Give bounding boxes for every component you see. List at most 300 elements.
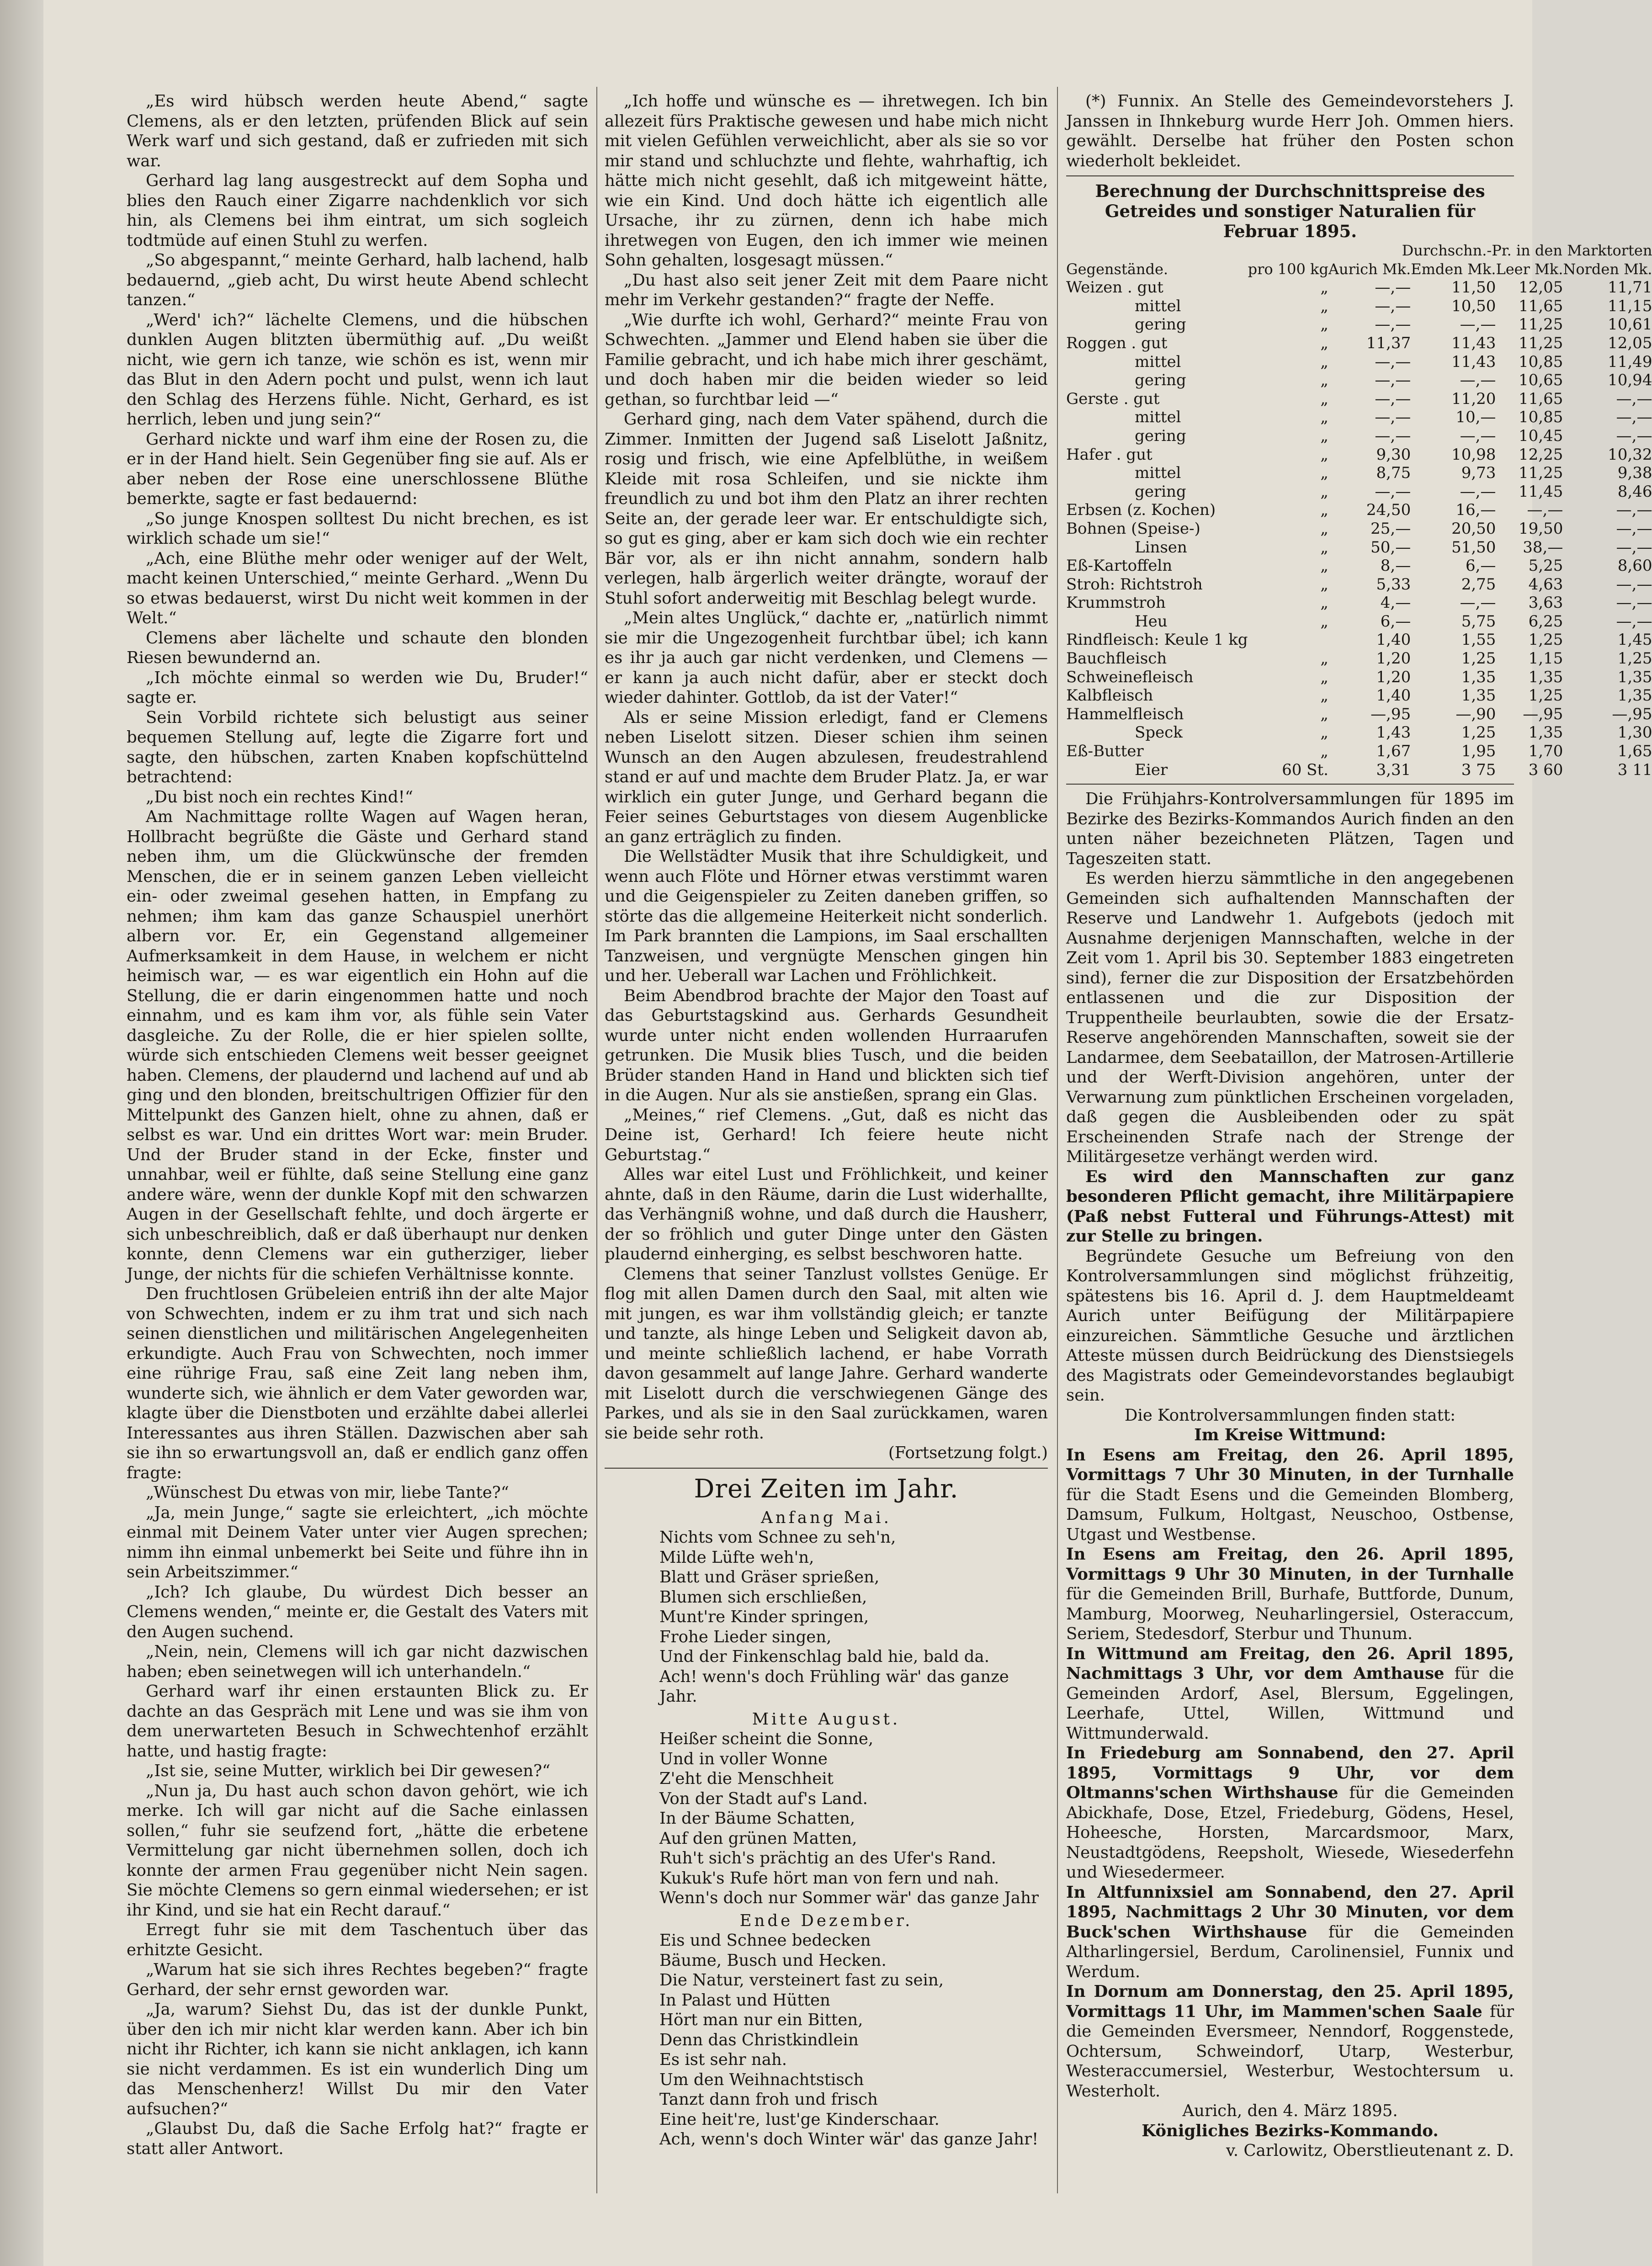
- table-cell: 19,50: [1519, 519, 1563, 538]
- table-cell: Bohnen (Speise-): [1066, 519, 1200, 538]
- table-cell: 1,65: [1617, 742, 1652, 761]
- verse-line: Wenn's doch nur Sommer wär' das ganze Jahr: [659, 1889, 1039, 1907]
- table-row: [1066, 483, 1652, 501]
- table-cell: Eß-Butter: [1066, 742, 1144, 761]
- schedule-communities: für die Gemeinden Ardorf, Asel, Blersum, Eggelingen, Leerhafe, Uttel, Willen, Wittmund und Wittmunderwald.: [1066, 1664, 1514, 1743]
- verse-line: Eis und Schnee bedecken: [659, 1931, 871, 1950]
- table-cell: 11,65: [1519, 389, 1563, 408]
- table-cell: 3 75: [1461, 760, 1496, 779]
- table-cell: „: [1320, 649, 1328, 668]
- table-cell: 12,05: [1519, 278, 1563, 297]
- table-cell: 5,33: [1376, 575, 1411, 594]
- table-cell: 8,—: [1380, 557, 1411, 575]
- table-cell: 9,30: [1376, 445, 1411, 464]
- table-cell: 11,25: [1519, 464, 1563, 483]
- paragraph: „Meines,“ rief Clemens. „Gut, daß es nicht das Deine ist, Gerhard! Ich feiere heute nicht Geburtstag.“: [605, 1105, 1048, 1164]
- schedule-communities: für die Gemeinden Brill, Burhafe, Buttforde, Dunum, Mamburg, Moorweg, Neuharlingersiel, Osteraccum, Seriem, Stedesdorf, Sterbur und Thunum.: [1066, 1585, 1514, 1644]
- table-cell: 12,05: [1608, 334, 1652, 352]
- table-cell: „: [1320, 612, 1328, 631]
- table-cell: „: [1320, 464, 1328, 483]
- table-cell: 1,25: [1461, 723, 1496, 742]
- table-cell: „: [1320, 723, 1328, 742]
- table-row: [1066, 668, 1652, 687]
- table-row: [1066, 742, 1652, 761]
- verse-line: Von der Stadt auf's Land.: [659, 1789, 868, 1808]
- price-table-title: Berechnung der Durchschnittspreise des Getreides und sonstiger Naturalien für Februar 1895.: [1095, 181, 1485, 241]
- table-cell: „: [1320, 482, 1328, 501]
- table-cell: —,95: [1370, 705, 1411, 723]
- table-cell: 8,75: [1376, 464, 1411, 483]
- table-cell: „: [1320, 408, 1328, 427]
- table-cell: 1,25: [1461, 649, 1496, 668]
- table-cell: „: [1320, 519, 1328, 538]
- table-cell: 3 11: [1617, 760, 1652, 779]
- district-heading: Im Kreise Wittmund:: [1194, 1426, 1386, 1445]
- table-cell: —,95: [1612, 705, 1652, 723]
- table-cell: gering: [1135, 426, 1186, 445]
- table-row: [1066, 575, 1652, 594]
- column-3: [1066, 91, 1652, 2221]
- table-cell: 1,40: [1376, 686, 1411, 705]
- table-cell: 1,35: [1617, 668, 1652, 686]
- table-cell: „: [1320, 334, 1328, 352]
- stanza-heading: Anfang Mai.: [761, 1508, 892, 1527]
- table-cell: 6,—: [1465, 557, 1496, 575]
- table-cell: —,—: [1527, 501, 1563, 520]
- schedule-entry: [1066, 1982, 1514, 2101]
- table-cell: Hafer . gut: [1066, 445, 1153, 464]
- table-cell: [1248, 631, 1328, 649]
- verse-line: In der Bäume Schatten,: [659, 1809, 855, 1828]
- table-cell: 1,35: [1528, 723, 1563, 742]
- table-row: [1066, 446, 1652, 464]
- table-cell: —,—: [1375, 482, 1411, 501]
- table-cell: 1,35: [1528, 668, 1563, 686]
- table-cell: „: [1320, 668, 1328, 686]
- paragraph: „Warum hat sie sich ihres Rechtes begeben?“ fragte Gerhard, der sehr ernst geworden war.: [127, 1960, 588, 1999]
- paragraph: „Glaubst Du, daß die Sache Erfolg hat?“ fragte er statt aller Antwort.: [127, 2119, 588, 2158]
- table-cell: 8,46: [1617, 482, 1652, 501]
- schedule-communities: für die Gemeinden Altharlingersiel, Berdum, Carolinensiel, Funnix und Werdum.: [1066, 1922, 1514, 1981]
- table-cell: 8,60: [1617, 557, 1652, 575]
- table-cell: 1,25: [1617, 649, 1652, 668]
- verse-line: Blumen sich erschließen,: [659, 1587, 867, 1607]
- table-cell: 11,65: [1519, 297, 1563, 315]
- table-cell: Gerste . gut: [1066, 389, 1160, 408]
- table-cell: gering: [1135, 482, 1186, 501]
- table-cell: 5,75: [1461, 612, 1496, 631]
- paragraph: Gerhard lag lang ausgestreckt auf dem Sopha und blies den Rauch einer Zigarre nachdenklich vor sich hin, als Clemens bei ihm eintrat, um sich sogleich todtmüde auf einen Stuhl zu werfen.: [127, 171, 588, 250]
- table-cell: mittel: [1135, 297, 1181, 315]
- table-cell: 1,43: [1376, 723, 1411, 742]
- table-cell: „: [1320, 426, 1328, 445]
- table-cell: mittel: [1135, 352, 1181, 371]
- table-cell: 11,71: [1608, 278, 1652, 297]
- table-cell: 10,85: [1519, 408, 1563, 427]
- paragraph: Gerhard ging, nach dem Vater spähend, durch die Zimmer. Inmitten der Jugend saß Liselott Jaßnitz, rosig und frisch, wie eine Apfelblüthe, in weißem Kleide mit rosa Schleifen, und sie nickte ihm freundlich zu und bot ihm den Platz an ihrer rechten Seite an, der gerade leer war. Er entschuldigte sich, so gut es ging, aber er kam sich doch wie ein rechter Bär vor, als er ihn nicht annahm, sondern halb verlegen, halb ärgerlich weiter drängte, worauf der Stuhl sofort anderweitig mit Beschlag belegt wurde.: [605, 410, 1048, 608]
- table-cell: 10,50: [1451, 297, 1496, 315]
- table-cell: —,—: [1375, 426, 1411, 445]
- table-cell: —,—: [1375, 389, 1411, 408]
- table-cell: 1,30: [1617, 723, 1652, 742]
- table-row: [1066, 649, 1652, 668]
- table-cell: 11,49: [1608, 352, 1652, 371]
- table-row: [1066, 353, 1652, 371]
- table-cell: 3,31: [1376, 760, 1411, 779]
- table-cell: 51,50: [1451, 538, 1496, 557]
- table-cell: „: [1320, 371, 1328, 390]
- table-cell: —,—: [1375, 278, 1411, 297]
- table-cell: —,—: [1375, 371, 1411, 390]
- paragraph: „Werd' ich?“ lächelte Clemens, und die hübschen dunklen Augen blitzten übermüthig auf. „Du weißt nicht, wie gern ich tanze, wie schön es ist, wenn mir das Blut in den Adern pocht und pulst, wenn ich laut den Schlag des Herzens fühle. Nicht, Gerhard, es ist herrlich, leben und jung sein?“: [127, 310, 588, 429]
- table-cell: —,—: [1616, 426, 1652, 445]
- table-cell: 1,20: [1376, 668, 1411, 686]
- table-cell: 6,—: [1380, 612, 1411, 631]
- schedule-place-time: In Dornum am Donnerstag, den 25. April 1895, Vormittags 11 Uhr, im Mammen'schen Saale: [1066, 1982, 1514, 2021]
- table-cell: „: [1320, 315, 1328, 334]
- schedule-entry: [1066, 1445, 1514, 1545]
- table-cell: 10,32: [1608, 445, 1652, 464]
- table-cell: —,—: [1460, 482, 1496, 501]
- table-cell: —,—: [1375, 352, 1411, 371]
- table-row: [1066, 464, 1652, 483]
- verse-line: Ruh't sich's prächtig an des Ufer's Rand.: [659, 1849, 997, 1868]
- table-row: [1066, 334, 1652, 353]
- verse-line: Ach! wenn's doch Frühling wär' das ganze Jahr.: [659, 1667, 1009, 1706]
- table-cell: —,—: [1616, 519, 1652, 538]
- table-cell: Bauchfleisch: [1066, 649, 1167, 668]
- table-cell: „: [1320, 557, 1328, 575]
- verse-line: Eine heit're, lust'ge Kinderschaar.: [659, 2110, 940, 2129]
- table-cell: 38,—: [1523, 538, 1563, 557]
- paragraph: „So junge Knospen solltest Du nicht brechen, es ist wirklich schade um sie!“: [127, 509, 588, 548]
- table-cell: „: [1320, 686, 1328, 705]
- paragraph: Beim Abendbrod brachte der Major den Toast auf das Geburtstagskind aus. Gerhards Gesundheit wurde unter nicht enden wollenden Hurraarufen getrunken. Die Musik blies Tusch, und die beiden Brüder standen Hand in Hand und blickten sich tief in die Augen. Nur als sie anstießen, sprang ein Glas.: [605, 986, 1048, 1104]
- verse-line: Es ist sehr nah.: [659, 2050, 787, 2069]
- table-cell: Heu: [1135, 612, 1168, 631]
- table-row: [1066, 557, 1652, 575]
- table-cell: —,—: [1616, 408, 1652, 427]
- table-superheader: [1066, 241, 1652, 260]
- table-row: [1066, 761, 1652, 780]
- schedule-entry: [1066, 1644, 1514, 1744]
- schedule-place-time: In Altfunnixsiel am Sonnabend, den 27. April 1895, Nachmittags 2 Uhr 30 Minuten, vor dem Buck'schen Wirthshause: [1066, 1883, 1514, 1942]
- paragraph: Es werden hierzu sämmtliche in den angegebenen Gemeinden sich aufhaltenden Mannschaften der Reserve und Landwehr 1. Aufgebots (jedoch mit Ausnahme derjenigen Mannschaften, welche in der Zeit vom 1. April bis 30. September 1883 eingetreten sind), ferner die zur Disposition der Ersatzbehörden entlassenen und die zur Disposition der Truppentheile beurlaubten, sowie die der Ersatz-Reserve angehörenden Mannschaften, soweit sie der Landarmee, dem Seebataillon, der Matrosen-Artillerie und der Werft-Division angehören, unter der Verwarnung zum pünktlichen Erscheinen vorgeladen, daß gegen die Ausbleibenden oder zu spät Erscheinenden Strafe nach der Strenge der Militärgesetze verhängt werden wird.: [1066, 869, 1514, 1167]
- table-cell: 20,50: [1451, 519, 1496, 538]
- table-cell: 1,20: [1376, 649, 1411, 668]
- table-cell: „: [1320, 278, 1328, 297]
- schedule-entry: [1066, 1883, 1514, 1982]
- paragraph: Alles war eitel Lust und Fröhlichkeit, und keiner ahnte, daß in den Räume, darin die Lust widerhallte, das Verhängniß wohne, und daß durch die Hausherr, der so fröhlich und guter Dinge unter den Gästen plaudernd einherging, es selbst beschworen hatte.: [605, 1165, 1048, 1263]
- table-cell: Speck: [1135, 723, 1183, 742]
- paragraph: „Ich möchte einmal so werden wie Du, Bruder!“ sagte er.: [127, 668, 588, 707]
- table-cell: mittel: [1135, 464, 1181, 483]
- column-2: [605, 91, 1048, 2221]
- table-cell: 10,45: [1519, 426, 1563, 445]
- table-cell: Rindfleisch: Keule 1 kg: [1066, 631, 1248, 649]
- table-cell: 11,25: [1519, 334, 1563, 352]
- table-row: [1066, 408, 1652, 427]
- table-cell: 24,50: [1366, 501, 1411, 520]
- table-row: [1066, 538, 1652, 557]
- price-table: [1066, 241, 1652, 779]
- table-cell: 1,25: [1528, 686, 1563, 705]
- paragraph: Als er seine Mission erledigt, fand er Clemens neben Liselott sitzen. Dieser schien ihm seinen Wunsch an den Augen abzulesen, freudestrahlend stand er auf und machte dem Bruder Platz. Ja, er war wirklich ein guter Junge, und Gerhard begann die Feier seines Geburtstages von diesem Augenblicke an ganz erträglich zu finden.: [605, 708, 1048, 846]
- paragraph: „Ach, eine Blüthe mehr oder weniger auf der Welt, macht keinen Unterschied,“ meinte Gerhard. „Wenn Du so etwas bedauerst, wirst Du nicht weit kommen in der Welt.“: [127, 549, 588, 627]
- stanza-heading: Mitte August.: [752, 1709, 901, 1729]
- table-row: [1066, 686, 1652, 705]
- table-cell: 11,25: [1519, 315, 1563, 334]
- table-cell: „: [1320, 297, 1328, 315]
- table-cell: 10,94: [1608, 371, 1652, 390]
- paragraph: Erregt fuhr sie mit dem Taschentuch über das erhitzte Gesicht.: [127, 1921, 588, 1959]
- table-cell: 1,40: [1376, 631, 1411, 649]
- table-cell: „: [1320, 352, 1328, 371]
- table-cell: 1,67: [1376, 742, 1411, 761]
- schedule-list: [1066, 1445, 1514, 2101]
- table-cell: 11,45: [1519, 482, 1563, 501]
- table-cell: —,95: [1523, 705, 1563, 723]
- table-cell: Kalbfleisch: [1066, 686, 1153, 705]
- table-row: [1066, 612, 1652, 631]
- table-header: [1066, 260, 1652, 279]
- table-cell: —,—: [1616, 612, 1652, 631]
- paragraph: „Ja, warum? Siehst Du, das ist der dunkle Punkt, über den ich mir nicht klar werden kann. Aber ich bin nicht ihr Richter, ich kann sie nicht anklagen, ich kann sie nicht verdammen. Es ist ein wunderlich Ding um das Menschenherz! Willst Du mir den Vater aufsuchen?“: [127, 2000, 588, 2118]
- table-cell: 10,98: [1451, 445, 1496, 464]
- verse-line: Ach, wenn's doch Winter wär' das ganze Jahr!: [659, 2130, 1039, 2149]
- table-cell: —,—: [1616, 389, 1652, 408]
- table-row: [1066, 723, 1652, 742]
- table-cell: 16,—: [1455, 501, 1496, 520]
- table-cell: Hammelfleisch: [1066, 705, 1184, 723]
- table-cell: —,—: [1375, 408, 1411, 427]
- date-line: Aurich, den 4. März 1895.: [1182, 2101, 1398, 2121]
- table-cell: —,—: [1616, 538, 1652, 557]
- table-cell: 1,70: [1528, 742, 1563, 761]
- table-cell: 12,25: [1519, 445, 1563, 464]
- table-cell: Eß-Kartoffeln: [1066, 557, 1173, 575]
- newspaper-page: [43, 0, 1652, 2266]
- paragraph: „Es wird hübsch werden heute Abend,“ sagte Clemens, als er den letzten, prüfenden Blick auf sein Werk warf und sich gestand, daß er zufrieden mit sich war.: [127, 92, 588, 170]
- table-row: [1066, 501, 1652, 520]
- table-cell: 10,85: [1519, 352, 1563, 371]
- header-cell: Emden Mk.: [1411, 260, 1496, 278]
- table-cell: Krummstroh: [1066, 594, 1166, 612]
- table-cell: Eier: [1135, 760, 1168, 779]
- paragraph: Am Nachmittage rollte Wagen auf Wagen heran, Hollbracht begrüßte die Gäste und Gerhard stand neben ihm, um die Glückwünsche der fremden Menschen, die er in seinem ganzen Leben vielleicht ein- oder zweimal gesehen hatten, in Empfang zu nehmen; ihm kam das ganze Schauspiel unerhört albern vor. Er, ein Gegenstand allgemeiner Aufmerksamkeit in dem Hause, in welchem er nicht heimisch war, — es war eigentlich ein Hohn auf die Stellung, die er darin eingenommen hatte und noch einnahm, und es kam ihm vor, als fühle sein Vater dasgleiche. Zu der Rolle, die er hier spielen sollte, würde sich entschieden Clemens weit besser geeignet haben. Clemens, der plaudernd und lachend auf und ab ging und den blonden, breitschultrigen Offizier für den Mittelpunkt des Ganzen hielt, ohne zu ahnen, daß er selbst es war. Und ein drittes Wort war: mein Bruder. Und der Bruder stand in der Ecke, finster und unnahbar, weil er fühlte, daß seine Stellung eine ganz andere wäre, wenn der dunkle Kopf mit den schwarzen Augen in der Gesellschaft fehlte, und doch ärgerte er sich unbeschreiblich, daß er daß überhaupt nur denken konnte, denn Clemens war ein gutherziger, lieber Junge, der nichts für die schiefen Verhältnisse konnte.: [127, 807, 588, 1284]
- paragraph: Den fruchtlosen Grübeleien entriß ihn der alte Major von Schwechten, indem er zu ihm trat und sich nach seinen dienstlichen und militärischen Angelegenheiten erkundigte. Auch Frau von Schwechten, noch immer eine rührige Frau, saß eine Zeit lang neben ihm, wunderte sich, wie ähnlich er dem Vater geworden war, klagte über die Dienstboten und erzählte dabei allerlei Interessantes aus ihren Ställen. Dazwischen aber sah sie ihn so erwartungsvoll an, daß er endlich ganz offen fragte:: [127, 1284, 588, 1482]
- stanza-heading: Ende Dezember.: [739, 1911, 913, 1930]
- table-cell: 2,75: [1461, 575, 1496, 594]
- paragraph: „Ja, mein Junge,“ sagte sie erleichtert, „ich möchte einmal mit Deinem Vater unter vier Augen sprechen; nimm ihn einmal unbemerkt bei Seite und führe ihn in sein Arbeitszimmer.“: [127, 1503, 588, 1581]
- table-cell: 50,—: [1370, 538, 1411, 557]
- table-cell: „: [1320, 501, 1328, 520]
- paragraph: Die Frühjahrs-Kontrolversammlungen für 1895 im Bezirke des Bezirks-Kommandos Aurich finden an den unten näher bezeichneten Plätzen, Tagen und Tageszeiten statt.: [1066, 790, 1514, 868]
- verse-line: Munt're Kinder springen,: [659, 1608, 869, 1626]
- paragraph: Die Kontrolversammlungen finden statt:: [1124, 1406, 1456, 1425]
- table-cell: —,—: [1460, 594, 1496, 612]
- local-notice: (*) Funnix. An Stelle des Gemeindevorstehers J. Janssen in Ihnkeburg wurde Herr Joh. Ommen hiers. gewählt. Derselbe hat früher den Posten schon wiederholt bekleidet.: [1066, 92, 1514, 170]
- table-cell: gering: [1135, 315, 1186, 334]
- verse-line: Und in voller Wonne: [659, 1749, 828, 1768]
- table-cell: 1,95: [1461, 742, 1496, 761]
- header-cell: Aurich Mk.: [1328, 260, 1411, 278]
- table-cell: 10,—: [1455, 408, 1496, 427]
- table-cell: 1,15: [1528, 649, 1563, 668]
- table-cell: 5,25: [1528, 557, 1563, 575]
- table-cell: „: [1320, 594, 1328, 612]
- table-cell: 10,61: [1608, 315, 1652, 334]
- table-cell: 1,45: [1617, 631, 1652, 649]
- divider: [1066, 175, 1514, 176]
- schedule-entry: [1066, 1544, 1514, 1644]
- column-rule: [596, 87, 597, 2193]
- table-cell: „: [1320, 742, 1328, 761]
- table-cell: —,—: [1375, 315, 1411, 334]
- verse-line: Frohe Lieder singen,: [659, 1627, 832, 1646]
- table-row: [1066, 705, 1652, 724]
- schedule-communities: für die Gemeinden Abickhafe, Dose, Etzel, Friedeburg, Gödens, Hesel, Hoheesche, Horsten, Marcardsmoor, Marx, Neustadtgödens, Reepsholt, Wiesede, Wiesederfehn und Wiesedermeer.: [1066, 1783, 1514, 1882]
- table-cell: „: [1320, 389, 1328, 408]
- table-cell: —,—: [1616, 575, 1652, 594]
- column-rule: [1057, 87, 1058, 2193]
- verse-line: Milde Lüfte weh'n,: [659, 1548, 814, 1567]
- table-cell: „: [1320, 445, 1328, 464]
- table-cell: 11,37: [1366, 334, 1411, 352]
- paragraph: Gerhard warf ihr einen erstaunten Blick zu. Er dachte an das Gespräch mit Lene und was sie ihm von dem unerwarteten Besuch in Schwechtenhof erzählt hatte, und hastig fragte:: [127, 1682, 588, 1761]
- table-cell: 60 St.: [1282, 760, 1328, 779]
- table-cell: Linsen: [1135, 538, 1187, 557]
- paragraph: Gerhard nickte und warf ihm eine der Rosen zu, die er in der Hand hielt. Sein Gegenüber fing sie auf. Als er aber neben der Rose eine unerschlossene Blüthe bemerkte, sagte er fast bedauernd:: [127, 430, 588, 508]
- table-cell: Stroh: Richtstroh: [1066, 575, 1203, 594]
- header-cell: Norden Mk.: [1563, 260, 1652, 278]
- table-cell: 11,50: [1451, 278, 1496, 297]
- table-cell: 1,35: [1617, 686, 1652, 705]
- table-cell: 6,25: [1528, 612, 1563, 631]
- table-row: [1066, 371, 1652, 390]
- verse-line: Hört man nur ein Bitten,: [659, 2011, 863, 2029]
- table-cell: 4,—: [1380, 594, 1411, 612]
- verse-line: Denn das Christkindlein: [659, 2030, 859, 2049]
- table-cell: „: [1320, 538, 1328, 557]
- signature-org: Königliches Bezirks-Kommando.: [1142, 2121, 1439, 2140]
- paragraph: Sein Vorbild richtete sich belustigt aus seiner bequemen Stellung auf, legte die Zigarre fort und sagte, den hübschen, zarten Knaben kopfschüttelnd betrachtend:: [127, 708, 588, 786]
- table-cell: Roggen . gut: [1066, 334, 1168, 352]
- header-cell: Gegenstände.: [1066, 260, 1169, 278]
- poem-title: Drei Zeiten im Jahr.: [694, 1474, 959, 1504]
- divider: [1066, 784, 1514, 785]
- table-row: [1066, 390, 1652, 409]
- paragraph: „Ich hoffe und wünsche es — ihretwegen. Ich bin allezeit fürs Praktische gewesen und habe mich nicht mit vielen Gefühlen verweichlicht, aber als sie so vor mir stand und schluchzte und flehte, wahrhaftig, ich hätte mich nicht gesehlt, daß ich mitgeweint hätte, wie ein Kind. Und doch hätte ich eigentlich alle Ursache, ihr zu zürnen, denn ich habe mich ihretwegen von Eugen, den ich immer wie meinen Sohn gehalten, losgesagt müssen.“: [605, 92, 1048, 270]
- table-cell: 9,73: [1461, 464, 1496, 483]
- table-cell: —,—: [1460, 426, 1496, 445]
- table-cell: —,90: [1455, 705, 1496, 723]
- schedule-place-time: In Wittmund am Freitag, den 26. April 1895, Nachmittags 3 Uhr, vor dem Amthause: [1066, 1644, 1514, 1683]
- table-row: [1066, 297, 1652, 316]
- table-cell: 10,65: [1519, 371, 1563, 390]
- table-cell: „: [1320, 705, 1328, 723]
- verse-line: Z'eht die Menschheit: [659, 1769, 834, 1788]
- table-cell: —,—: [1460, 315, 1496, 334]
- table-cell: 9,38: [1617, 464, 1652, 483]
- schedule-communities: für die Gemeinden Eversmeer, Nenndorf, Roggenstede, Ochtersum, Schweindorf, Utarp, Westerbur, Westeraccumersiel, Westerbur, Westochtersum u. Westerholt.: [1066, 2002, 1514, 2101]
- schedule-place-time: In Friedeburg am Sonnabend, den 27. April 1895, Vormittags 9 Uhr, vor dem Oltmanns'schen Wirthshause: [1066, 1744, 1514, 1803]
- table-cell: —,—: [1616, 594, 1652, 612]
- verse-line: In Palast und Hütten: [659, 1990, 830, 2010]
- table-cell: 1,55: [1461, 631, 1496, 649]
- column-1: [127, 91, 588, 2221]
- table-cell: 1,25: [1528, 631, 1563, 649]
- table-cell: —,—: [1460, 371, 1496, 390]
- table-cell: 11,43: [1451, 352, 1496, 371]
- verse-line: Bäume, Busch und Hecken.: [659, 1951, 887, 1970]
- table-cell: 3 60: [1528, 760, 1563, 779]
- table-row: [1066, 520, 1652, 538]
- verse-line: Heißer scheint die Sonne,: [659, 1730, 874, 1748]
- paragraph: „Ich? Ich glaube, Du würdest Dich besser an Clemens wenden,“ meinte er, die Gestalt des Vaters mit den Augen suchend.: [127, 1582, 588, 1641]
- paragraph: Clemens aber lächelte und schaute den blonden Riesen bewundernd an.: [127, 628, 588, 667]
- table-cell: Weizen . gut: [1066, 278, 1163, 297]
- paragraph: „Wünschest Du etwas von mir, liebe Tante?“: [146, 1483, 509, 1502]
- table-cell: —,—: [1375, 297, 1411, 315]
- continuation-note: (Fortsetzung folgt.): [888, 1443, 1048, 1462]
- table-row: [1066, 315, 1652, 334]
- paragraph: „Du bist noch ein rechtes Kind!“: [146, 787, 414, 807]
- paragraph: „Ist sie, seine Mutter, wirklich bei Dir gewesen?“: [146, 1762, 551, 1780]
- paragraph: „Nun ja, Du hast auch schon davon gehört, wie ich merke. Ich will gar nicht auf die Sache einlassen sollen,“ fuhr sie seufzend fort, „hätte die erbetene Vermittelung gar nicht übernehmen sollen, doch ich konnte der armen Frau gegenüber nicht Nein sagen. Sie möchte Clemens so gern einmal wiedersehen; er ist ihr Kind, und sie hat ein Recht darauf.“: [127, 1781, 588, 1920]
- superheader-cell: Durchschn.-Pr. in den Marktorten: [1402, 242, 1652, 259]
- verse-line: Die Natur, versteinert fast zu sein,: [659, 1971, 944, 1990]
- paragraph: „Nein, nein, Clemens will ich gar nicht dazwischen haben; eben seinetwegen will ich unterhandeln.“: [127, 1642, 588, 1681]
- table-cell: 1,35: [1461, 686, 1496, 705]
- binding-gutter: [0, 0, 43, 2266]
- header-cell: Leer Mk.: [1496, 260, 1563, 278]
- divider: [605, 1468, 1048, 1469]
- paragraph: „Wie durfte ich wohl, Gerhard?“ meinte Frau von Schwechten. „Jammer und Elend haben sie über die Familie gebracht, und ich habe mich ihrer geschämt, und doch haben mir die beiden wieder so leid gethan, so furchtbar leid —“: [605, 310, 1048, 409]
- paragraph: Begründete Gesuche um Befreiung von den Kontrolversammlungen sind möglichst frühzeitig, spätestens bis 16. April d. J. dem Hauptmeldeamt Aurich unter Beifügung der Militärpapiere einzureichen. Sämmtliche Gesuche und ärztlichen Atteste müssen durch Beidrückung des Dienstsiegels des Magistrats oder Gemeindevorstandes beglaubigt sein.: [1066, 1247, 1514, 1405]
- table-cell: 11,43: [1451, 334, 1496, 352]
- table-row: [1066, 631, 1652, 649]
- table-cell: 1,35: [1461, 668, 1496, 686]
- table-row: [1066, 427, 1652, 446]
- paragraph: Die Wellstädter Musik that ihre Schuldigkeit, und wenn auch Flöte und Hörner etwas verstimmt waren und die Geigenspieler zu Zeiten daneben griffen, so störte das die allgemeine Heiterkeit nicht sonderlich. Im Park brannten die Lampions, im Saal erschallten Tanzweisen, und vergnügte Menschen gingen hin und her. Ueberall war Lachen und Fröhlichkeit.: [605, 847, 1048, 985]
- paragraph: Clemens that seiner Tanzlust vollstes Genüge. Er flog mit allen Damen durch den Saal, mit alten wie mit jungen, es war ihm vollständig gleich; er tanzte und tanzte, als hinge Leben und Seligkeit davon ab, und meinte schließlich lachend, er habe Vorrath davon gesammelt auf lange Jahre. Gerhard wanderte mit Liselott durch die verschwiegenen Gänge des Parkes, und als sie in den Saal zurückkamen, waren sie beide sehr roth.: [605, 1264, 1048, 1443]
- schedule-place-time: In Esens am Freitag, den 26. April 1895, Vormittags 7 Uhr 30 Minuten, in der Turnhalle: [1066, 1445, 1514, 1485]
- verse-line: Blatt und Gräser sprießen,: [659, 1568, 880, 1587]
- table-cell: Schweinefleisch: [1066, 668, 1194, 686]
- table-cell: mittel: [1135, 408, 1181, 427]
- paragraph: „Du hast also seit jener Zeit mit dem Paare nicht mehr im Verkehr gestanden?“ fragte der Neffe.: [605, 271, 1048, 309]
- verse-line: Tanzt dann froh und frisch: [659, 2090, 878, 2109]
- paragraph: „So abgespannt,“ meinte Gerhard, halb lachend, halb bedauernd, „gieb acht, Du wirst heute Abend schlecht tanzen.“: [127, 251, 588, 309]
- table-cell: 11,20: [1451, 389, 1496, 408]
- table-cell: 11,15: [1608, 297, 1652, 315]
- table-cell: Erbsen (z. Kochen): [1066, 501, 1216, 520]
- table-cell: 3,63: [1528, 594, 1563, 612]
- paragraph: „Mein altes Unglück,“ dachte er, „natürlich nimmt sie mir die Ungezogenheit furchtbar übel; ich kann es ihr ja auch gar nicht verdenken, und Clemens — er kann ja auch nicht dafür, aber er steckt doch wieder dahinter. Gottlob, da ist der Vater!“: [605, 609, 1048, 707]
- verse-line: Und der Finkenschlag bald hie, bald da.: [659, 1647, 989, 1666]
- schedule-communities: für die Stadt Esens und die Gemeinden Blomberg, Damsum, Fulkum, Holtgast, Neuschoo, Ostbense, Utgast und Westbense.: [1066, 1485, 1514, 1544]
- verse-line: Auf den grünen Matten,: [659, 1829, 857, 1848]
- table-row: [1066, 278, 1652, 297]
- verse-line: Kukuk's Rufe hört man von fern und nah.: [659, 1868, 999, 1888]
- schedule-entry: [1066, 1743, 1514, 1883]
- table-cell: gering: [1135, 371, 1186, 390]
- table-cell: „: [1320, 575, 1328, 594]
- table-cell: —,—: [1616, 501, 1652, 520]
- verse-line: Um den Weihnachtstisch: [659, 2070, 864, 2089]
- table-row: [1066, 594, 1652, 612]
